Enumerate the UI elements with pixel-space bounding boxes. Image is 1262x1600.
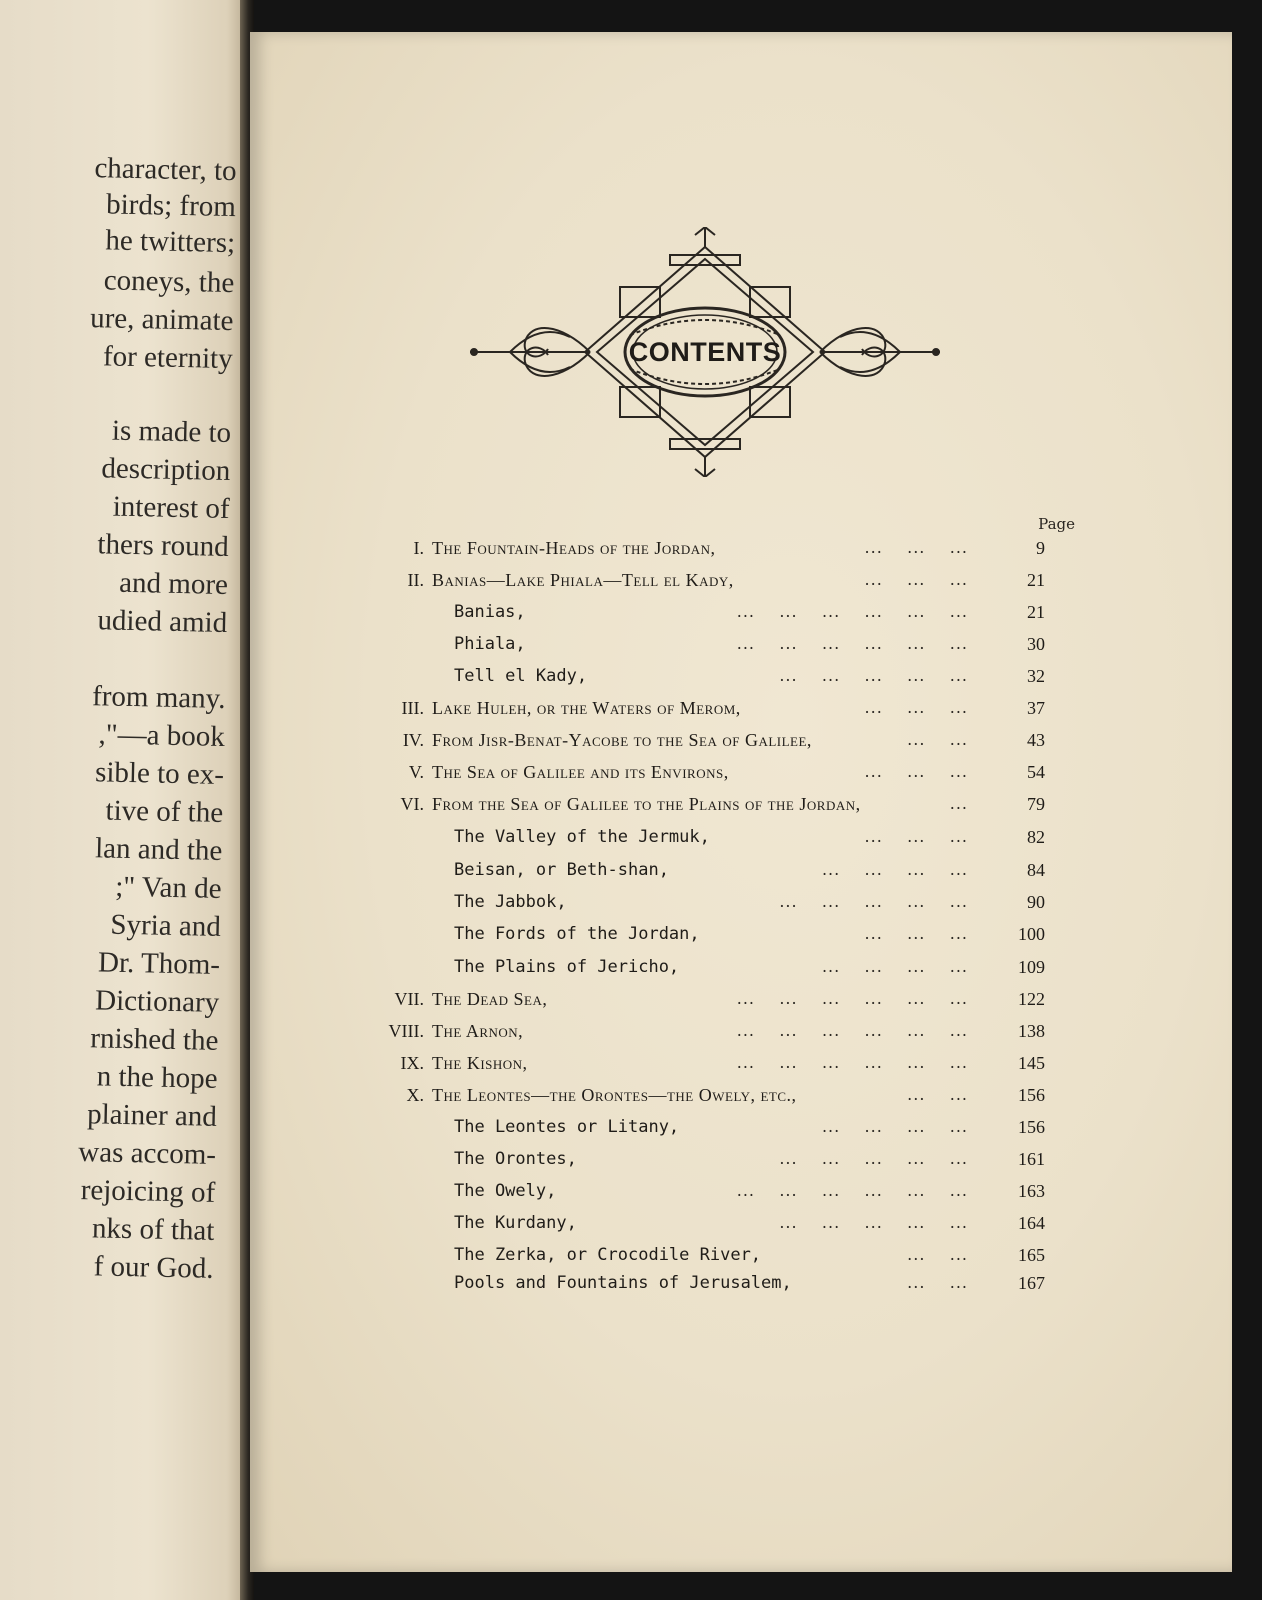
toc-leader-dots: ... ... ... — [864, 924, 968, 943]
toc-entry-title: From Jisr-Benat-Yacobe to the Sea of Galilee, — [432, 730, 812, 750]
toc-entry-title: Pools and Fountains of Jerusalem, — [454, 1273, 792, 1293]
toc-entry[interactable] — [250, 892, 1232, 922]
toc-leader-dots: ... ... ... — [864, 827, 968, 846]
toc-entry[interactable] — [250, 827, 1232, 857]
toc-entry-page: 90 — [1027, 892, 1045, 912]
toc-leader-dots: ... — [949, 794, 968, 813]
toc-leader-dots: ... ... — [907, 730, 968, 749]
left-page-line: for eternity — [102, 340, 234, 376]
toc-entry-title: The Plains of Jericho, — [454, 957, 680, 977]
toc-entry[interactable] — [250, 762, 1232, 792]
toc-entry[interactable] — [250, 957, 1232, 987]
toc-entry-page: 156 — [1018, 1085, 1045, 1105]
toc-entry[interactable] — [250, 860, 1232, 890]
toc-entry-number: I. — [413, 538, 424, 558]
toc-entry-page: 54 — [1027, 762, 1045, 782]
toc-entry[interactable] — [250, 924, 1232, 954]
left-page-line: character, to — [94, 152, 237, 188]
toc-leader-dots: ... ... ... ... ... ... — [736, 634, 968, 653]
left-page-line: ure, animate — [89, 302, 234, 338]
toc-entry-title: The Owely, — [454, 1181, 557, 1201]
toc-entry-title: Banias—Lake Phiala—Tell el Kady, — [432, 570, 734, 590]
toc-entry-title: The Valley of the Jermuk, — [454, 827, 710, 847]
page-column-header: Page — [1038, 515, 1075, 533]
toc-leader-dots: ... ... — [907, 1085, 968, 1104]
toc-entry-number: VI. — [400, 794, 424, 814]
toc-leader-dots: ... ... — [907, 1245, 968, 1264]
toc-leader-dots: ... ... ... ... ... ... — [736, 1021, 968, 1040]
toc-entry-page: 145 — [1018, 1053, 1045, 1073]
toc-entry-number: IX. — [400, 1053, 424, 1073]
toc-entry-page: 163 — [1018, 1181, 1045, 1201]
toc-entry[interactable] — [250, 1021, 1232, 1051]
toc-entry-title: The Leontes or Litany, — [454, 1117, 680, 1137]
toc-leader-dots: ... ... ... — [864, 762, 968, 781]
toc-leader-dots: ... ... ... ... ... ... — [736, 989, 968, 1008]
toc-entry-page: 30 — [1027, 634, 1045, 654]
toc-entry-title: The Sea of Galilee and its Environs, — [432, 762, 729, 782]
toc-entry-page: 109 — [1018, 957, 1045, 977]
left-page-line: was accom- — [78, 1136, 217, 1171]
toc-entry-title: The Zerka, or Crocodile River, — [454, 1245, 762, 1265]
toc-entry[interactable] — [250, 1117, 1232, 1147]
toc-entry-number: X. — [406, 1085, 424, 1105]
left-page-line: is made to — [111, 414, 232, 450]
left-page-text — [0, 150, 237, 1285]
toc-leader-dots: ... ... ... ... — [821, 1117, 968, 1136]
toc-entry-title: The Arnon, — [432, 1021, 524, 1041]
toc-entry-page: 138 — [1018, 1021, 1045, 1041]
toc-entry[interactable] — [250, 1213, 1232, 1243]
toc-entry-number: VII. — [394, 989, 424, 1009]
toc-entry-page: 100 — [1018, 924, 1045, 944]
toc-leader-dots: ... ... ... ... ... ... — [736, 1181, 968, 1200]
toc-entry[interactable] — [250, 1149, 1232, 1179]
toc-entry[interactable] — [250, 538, 1232, 568]
contents-page — [250, 32, 1232, 1572]
toc-entry-page: 156 — [1018, 1117, 1045, 1137]
toc-entry[interactable] — [250, 1085, 1232, 1115]
toc-leader-dots: ... ... ... ... ... — [779, 666, 968, 685]
contents-heading: CONTENTS — [628, 337, 782, 367]
left-page-line: and more — [118, 566, 229, 602]
toc-leader-dots: ... ... ... — [864, 570, 968, 589]
left-page-line: ;" Van de — [114, 870, 222, 905]
toc-entry-page: 21 — [1027, 570, 1045, 590]
toc-entry-number: IV. — [402, 730, 424, 750]
toc-entry[interactable] — [250, 1273, 1232, 1303]
left-page-line: interest of — [112, 490, 230, 526]
toc-leader-dots: ... ... ... ... ... — [779, 1149, 968, 1168]
toc-entry[interactable] — [250, 1053, 1232, 1083]
left-page-line: coneys, the — [103, 264, 235, 300]
toc-entry-page: 82 — [1027, 827, 1045, 847]
toc-entry-page: 79 — [1027, 794, 1045, 814]
left-page-line: plainer and — [86, 1098, 218, 1133]
toc-entry-page: 84 — [1027, 860, 1045, 880]
toc-entry-title: From the Sea of Galilee to the Plains of the Jordan, — [432, 794, 861, 814]
left-page-line: birds; from — [105, 188, 237, 224]
toc-entry-number: VIII. — [388, 1021, 424, 1041]
toc-entry-title: The Fords of the Jordan, — [454, 924, 700, 944]
toc-entry-page: 43 — [1027, 730, 1045, 750]
toc-leader-dots: ... ... ... ... ... ... — [736, 1053, 968, 1072]
toc-entry[interactable] — [250, 666, 1232, 696]
left-page-line: nks of that — [91, 1212, 215, 1247]
toc-leader-dots: ... ... ... ... — [821, 860, 968, 879]
left-page-line: rnished the — [90, 1022, 219, 1057]
toc-entry-page: 21 — [1027, 602, 1045, 622]
toc-entry[interactable] — [250, 1181, 1232, 1211]
toc-entry-title: Banias, — [454, 602, 526, 622]
left-page-line: he twitters; — [105, 224, 236, 260]
toc-entry-page: 165 — [1018, 1245, 1045, 1265]
toc-entry-number: II. — [407, 570, 424, 590]
toc-entry-page: 167 — [1018, 1273, 1045, 1293]
toc-entry-title: The Kurdany, — [454, 1213, 577, 1233]
toc-entry-page: 9 — [1036, 538, 1045, 558]
toc-entry-number: V. — [408, 762, 424, 782]
left-page-line: lan and the — [94, 832, 223, 867]
toc-entry-page: 161 — [1018, 1149, 1045, 1169]
table-of-contents — [250, 32, 1232, 1572]
left-page-line: n the hope — [96, 1060, 218, 1095]
toc-entry[interactable] — [250, 794, 1232, 824]
left-page-line: Dictionary — [94, 984, 220, 1019]
left-page-line: rejoicing of — [80, 1174, 216, 1209]
toc-entry[interactable] — [250, 1245, 1232, 1275]
toc-entry[interactable] — [250, 730, 1232, 760]
toc-entry-title: Lake Huleh, or the Waters of Merom, — [432, 698, 741, 718]
left-page-line: Syria and — [110, 908, 222, 943]
left-page-line: from many. — [91, 680, 226, 716]
toc-entry-title: The Fountain-Heads of the Jordan, — [432, 538, 716, 558]
toc-entry[interactable] — [250, 698, 1232, 728]
toc-entry[interactable] — [250, 602, 1232, 632]
left-page-line: tive of the — [105, 794, 224, 829]
toc-entry-title: Beisan, or Beth-shan, — [454, 860, 669, 880]
toc-leader-dots: ... ... ... ... — [821, 957, 968, 976]
toc-entry-title: The Leontes—the Orontes—the Owely, etc., — [432, 1085, 797, 1105]
left-page-line: f our God. — [93, 1250, 214, 1285]
left-page-line: Dr. Thom- — [97, 946, 221, 981]
toc-entry-page: 122 — [1018, 989, 1045, 1009]
toc-leader-dots: ... ... ... — [864, 538, 968, 557]
left-page-line: description — [101, 452, 231, 488]
left-page-line: ,"—a book — [98, 718, 226, 753]
left-page-line: thers round — [97, 528, 230, 564]
toc-entry[interactable] — [250, 634, 1232, 664]
toc-entry-title: The Orontes, — [454, 1149, 577, 1169]
toc-entry-title: Tell el Kady, — [454, 666, 588, 686]
toc-entry-title: The Dead Sea, — [432, 989, 548, 1009]
toc-leader-dots: ... ... ... — [864, 698, 968, 717]
toc-leader-dots: ... ... — [907, 1273, 968, 1292]
toc-entry-title: The Jabbok, — [454, 892, 567, 912]
toc-entry-page: 37 — [1027, 698, 1045, 718]
toc-entry-number: III. — [401, 698, 424, 718]
left-page — [0, 0, 247, 1600]
toc-entry-title: The Kishon, — [432, 1053, 528, 1073]
toc-leader-dots: ... ... ... ... ... — [779, 1213, 968, 1232]
left-page-line: udied amid — [97, 604, 228, 640]
left-page-line: sible to ex- — [94, 756, 225, 791]
toc-leader-dots: ... ... ... ... ... — [779, 892, 968, 911]
toc-entry-page: 32 — [1027, 666, 1045, 686]
toc-entry[interactable] — [250, 989, 1232, 1019]
toc-entry[interactable] — [250, 570, 1232, 600]
toc-entry-page: 164 — [1018, 1213, 1045, 1233]
toc-entry-title: Phiala, — [454, 634, 526, 654]
toc-leader-dots: ... ... ... ... ... ... — [736, 602, 968, 621]
